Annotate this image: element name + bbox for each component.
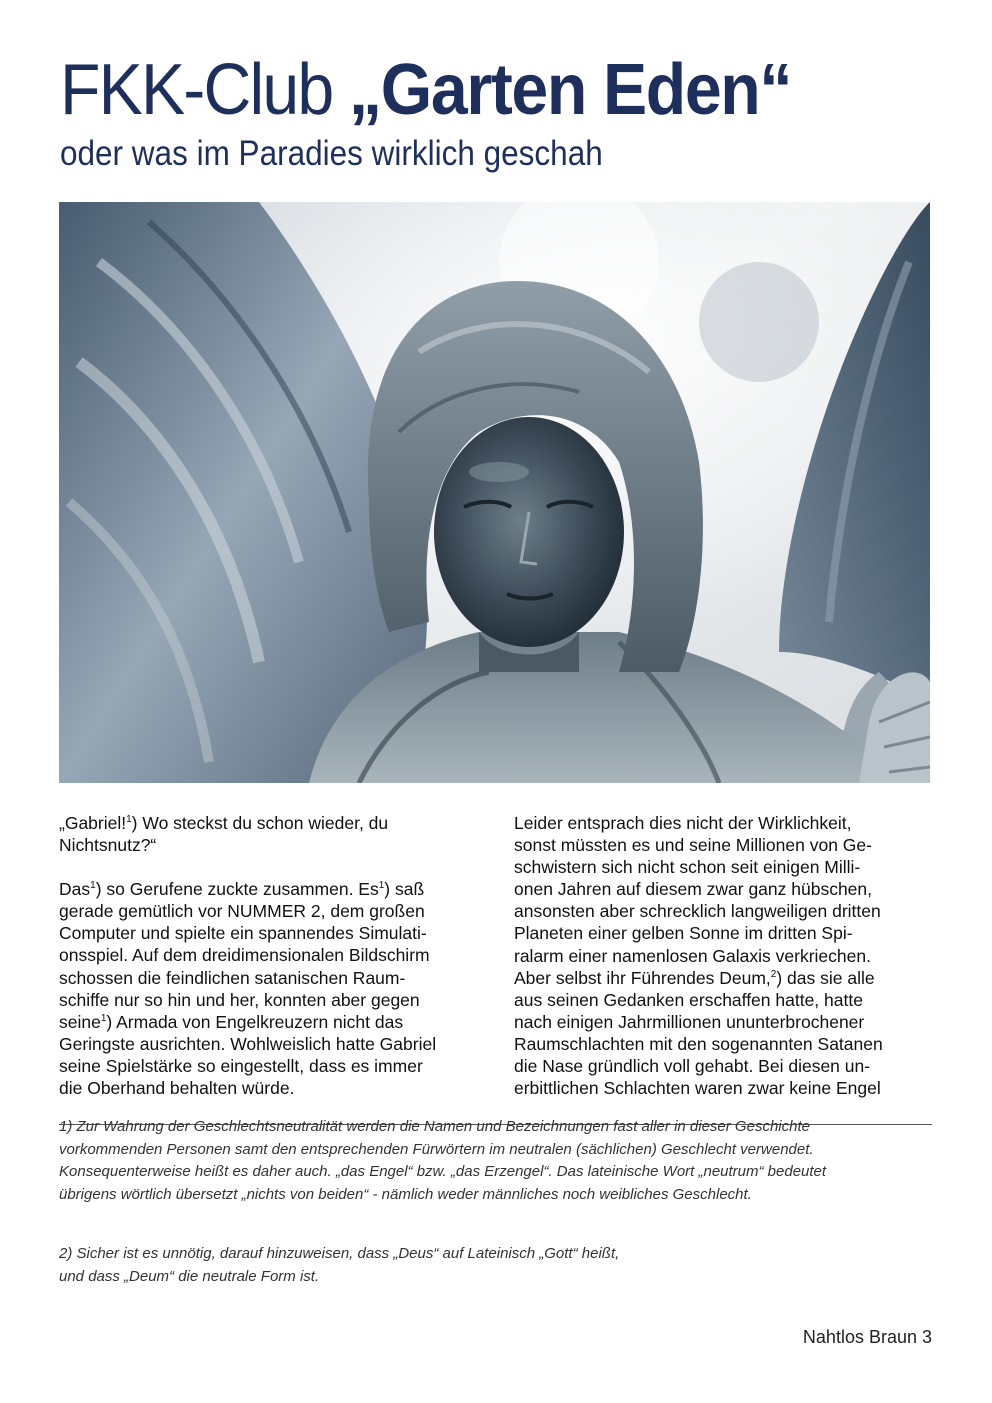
text-span: ) Armada von Engelkreuzern nicht das: [106, 1011, 404, 1032]
page-title: [60, 50, 791, 130]
footnote-ref: 1: [100, 1012, 107, 1024]
text-line: Leider entsprach dies nicht der Wirklichkeit,: [514, 813, 852, 833]
text-line: sonst müssten es und seine Millionen von Ge-: [514, 835, 872, 856]
footnote-line: vorkommenden Personen samt den entsprechenden Fürwörtern im neutralen (sächlichen) Geschlecht verwendet.: [59, 1140, 814, 1158]
angel-statue-illustration: [59, 202, 930, 783]
text-line: [59, 1011, 484, 1033]
text-line: gerade gemütlich vor NUMMER 2, dem großen: [59, 901, 425, 922]
title-bold: „Garten Eden“: [348, 50, 792, 130]
footnote-line: Konsequenterweise heißt es daher auch. „das Engel“ bzw. „das Erzengel“. Das lateinische Wort „neutrum“ bedeutet: [59, 1163, 827, 1181]
footnote-line: übrigens wörtlich übersetzt „nichts von beiden“ - nämlich weder männliches noch weibliches Geschlecht.: [59, 1186, 752, 1204]
right-column: [514, 812, 939, 1121]
text-line: ansonsten aber schrecklich langweiligen dritten: [514, 901, 881, 922]
text-line: [59, 878, 484, 900]
text-line: ralarm einer namenlosen Galaxis verkriechen.: [514, 945, 871, 966]
text-span: ) so Gerufene zuckte zusammen. Es: [95, 879, 379, 900]
text-span: ) saß: [384, 879, 425, 900]
footnote-ref: 1: [378, 880, 385, 892]
text-line: Nichtsnutz?“: [59, 835, 157, 856]
text-line: [59, 812, 484, 834]
footnote-ref: 1: [126, 814, 132, 826]
left-column: [59, 812, 484, 1121]
angel-statue-photo: [59, 202, 930, 783]
text-line: [514, 967, 939, 989]
text-line: aus seinen Gedanken erschaffen hatte, hatte: [514, 989, 863, 1010]
text-line: die Oberhand behalten würde.: [59, 1078, 295, 1099]
footnote-2: [59, 1243, 932, 1288]
left-paragraph-1: [59, 812, 484, 856]
text-line: nach einigen Jahrmillionen ununterbrochener: [514, 1011, 865, 1032]
text-line: onsspiel. Auf dem dreidimensionalen Bildschirm: [59, 945, 430, 966]
page-footer: Nahtlos Braun 3: [802, 1327, 932, 1347]
footnote-line: und dass „Deum“ die neutrale Form ist.: [59, 1267, 320, 1285]
text-line: seine Spielstärke so eingestellt, dass es immer: [59, 1055, 423, 1076]
right-paragraph: [514, 812, 939, 1099]
text-span: ) Wo steckst du schon wieder, du: [131, 813, 389, 833]
footnote-1: [59, 1112, 932, 1207]
text-line: erbittlichen Schlachten waren zwar keine Engel: [514, 1078, 881, 1099]
text-line: schwistern sich nicht schon seit einigen Milli-: [514, 857, 861, 878]
footnote-line: 2) Sicher ist es unnötig, darauf hinzuweisen, dass „Deus“ auf Lateinisch „Gott“ heißt,: [59, 1245, 620, 1262]
text-span: ) das sie alle: [776, 967, 875, 988]
text-line: schossen die feindlichen satanischen Raum-: [59, 967, 406, 988]
text-line: die Nase gründlich voll gehabt. Bei diesen un-: [514, 1056, 871, 1077]
title-light: FKK-Club: [60, 50, 333, 130]
text-line: Planeten einer gelben Sonne im dritten Spi-: [514, 923, 853, 944]
text-line: onen Jahren auf diesem zwar ganz hübschen,: [514, 879, 873, 900]
footnote-ref: 1: [90, 880, 96, 892]
footnote-ref: 2: [770, 968, 777, 980]
text-line: schiffe nur so hin und her, konnten aber gegen: [59, 989, 420, 1010]
page-subtitle: oder was im Paradies wirklich geschah: [60, 134, 603, 173]
text-span: Aber selbst ihr Führendes Deum,: [514, 967, 771, 988]
text-line: Raumschlachten mit den sogenannten Satanen: [514, 1033, 883, 1054]
text-line: Computer und spielte ein spannendes Simulati-: [59, 923, 427, 944]
text-span: „Gabriel!: [59, 813, 127, 833]
text-span: seine: [59, 1011, 101, 1032]
text-line: Geringste ausrichten. Wohlweislich hatte Gabriel: [59, 1033, 437, 1054]
footnote-line: 1) Zur Wahrung der Geschlechtsneutralität werden die Namen und Bezeichnungen fast aller in dieser Geschichte: [59, 1118, 810, 1135]
left-paragraph-2: [59, 878, 484, 1099]
text-span: Das: [59, 879, 91, 900]
